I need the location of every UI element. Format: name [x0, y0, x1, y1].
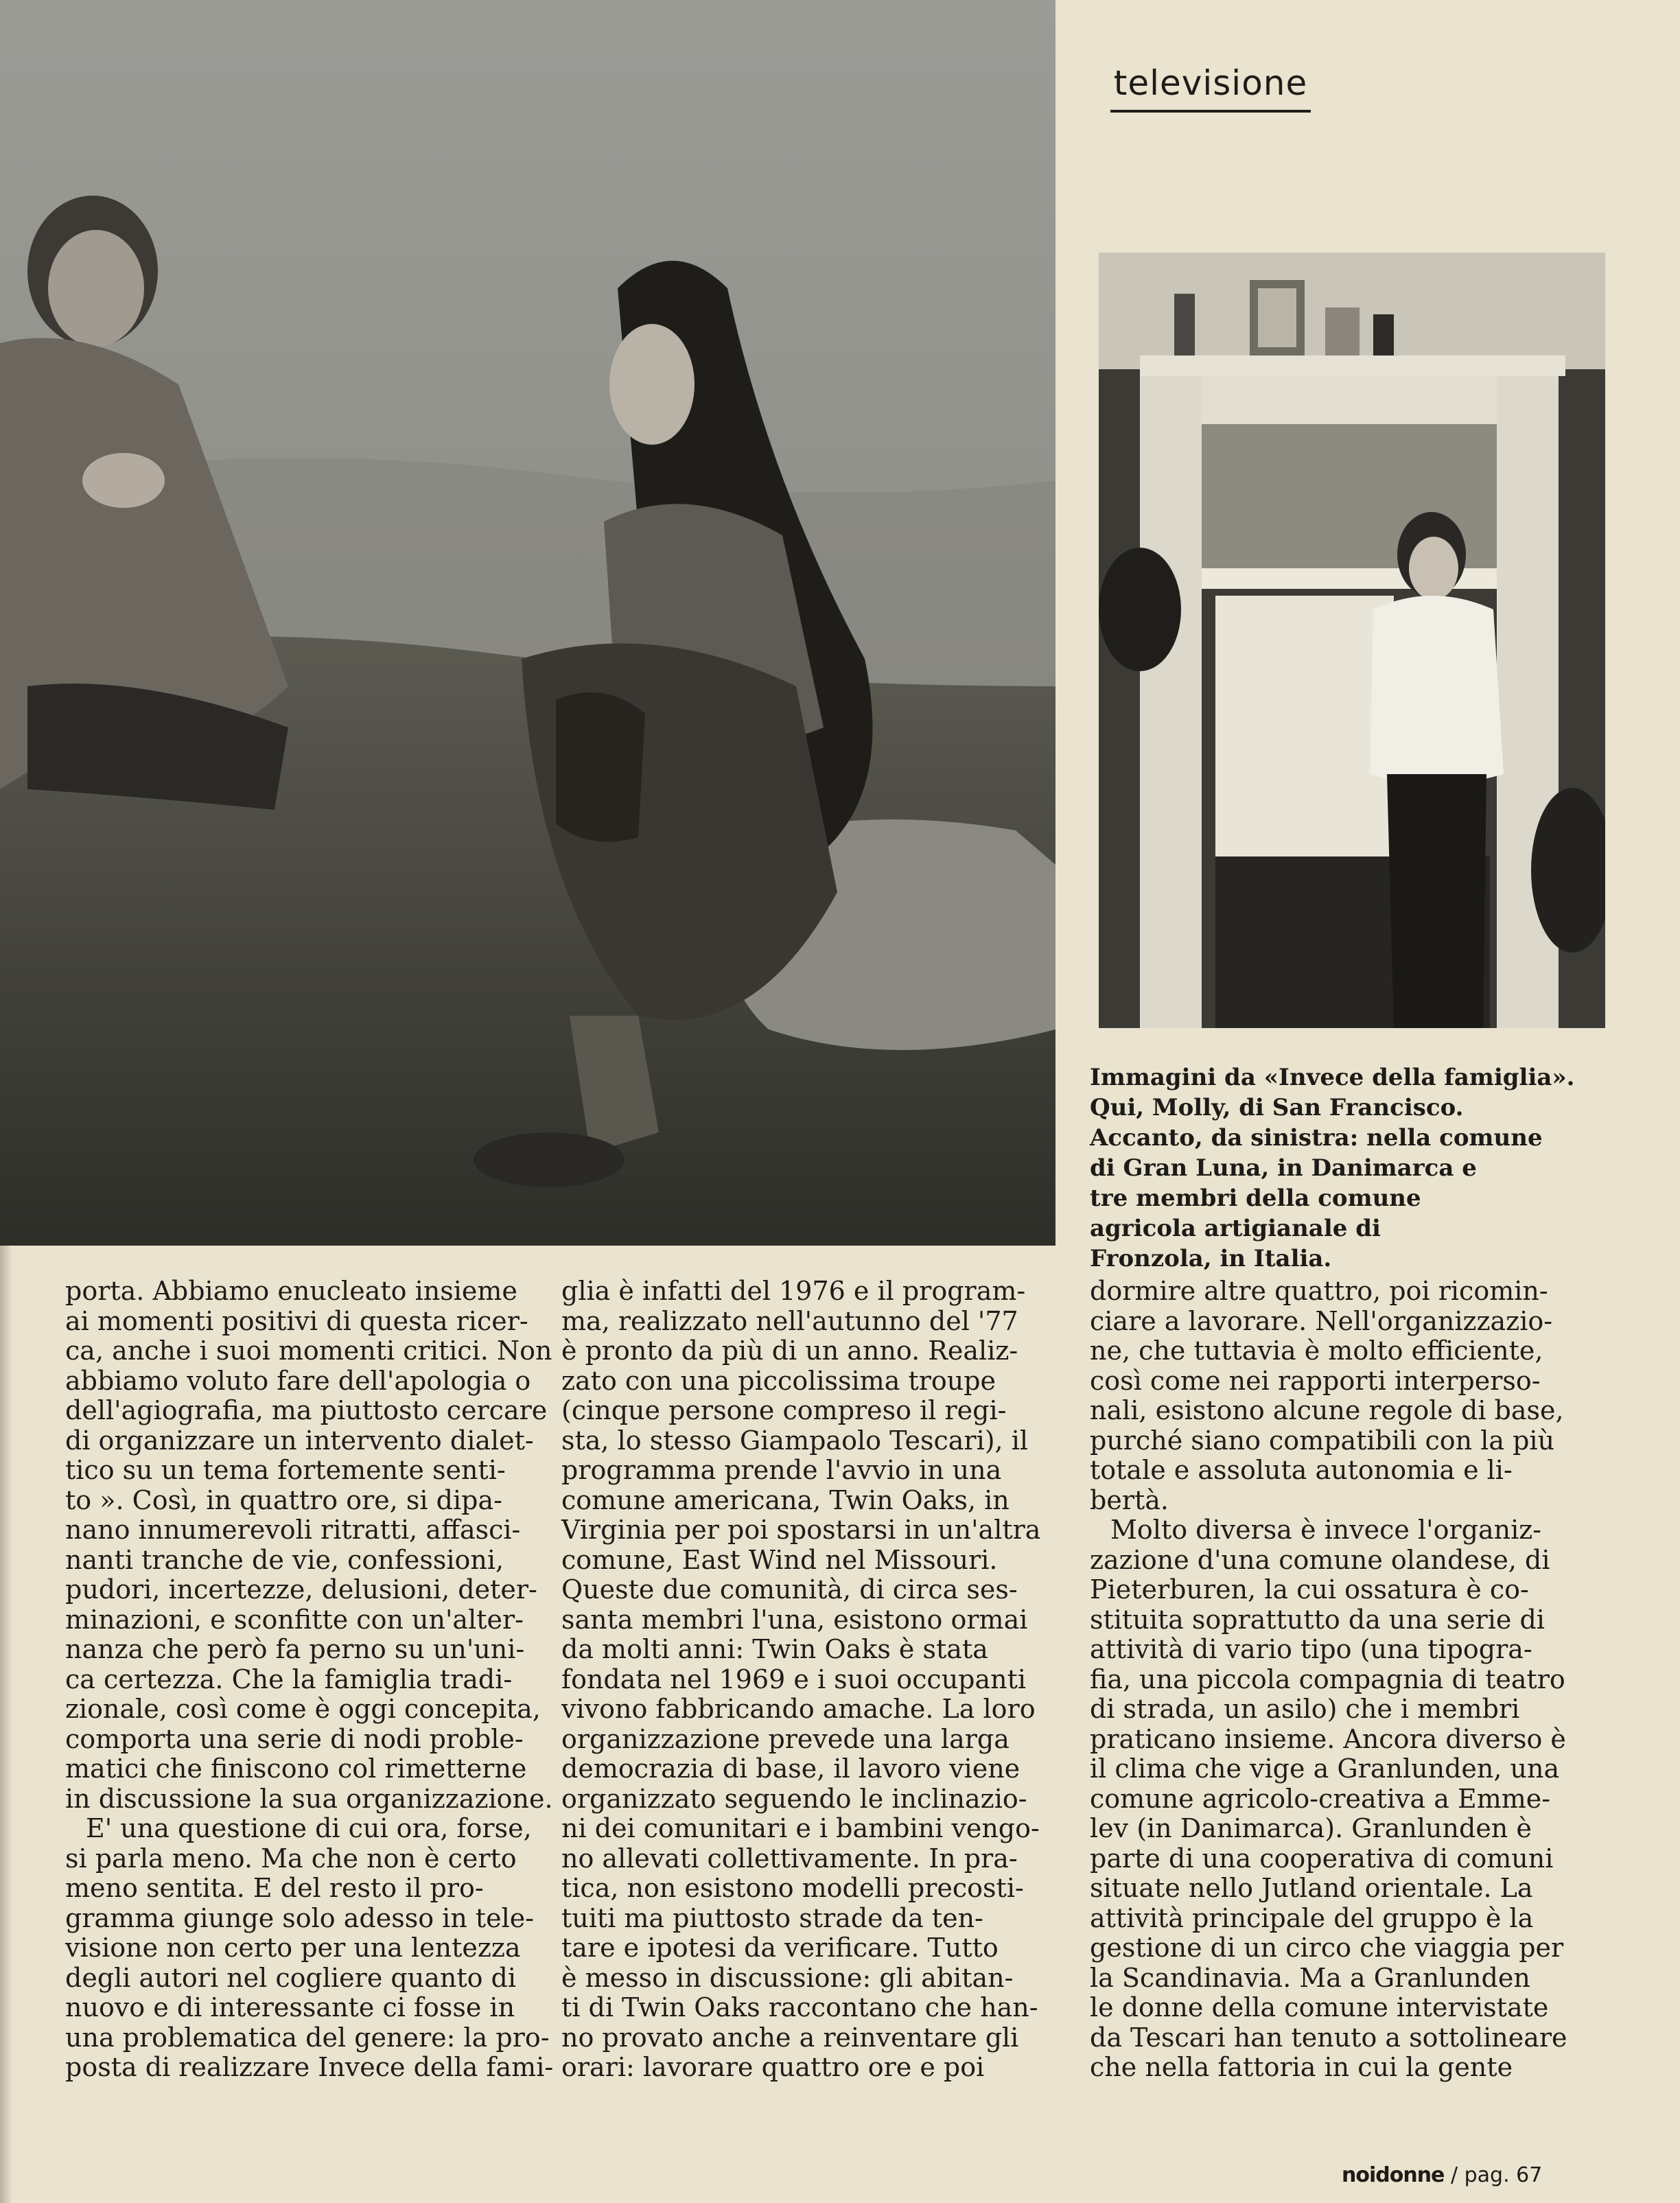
text-line: tica, non esistono modelli precosti- — [561, 1873, 1024, 1903]
text-line: nanza che però fa perno su un'uni- — [65, 1634, 525, 1664]
text-line: dormire altre quattro, poi ricomin- — [1090, 1276, 1548, 1306]
text-line: nali, esistono alcune regole di base, — [1090, 1395, 1564, 1425]
caption-line: Immagini da «Invece della famiglia». — [1090, 1064, 1575, 1091]
page-number: pag. 67 — [1464, 2163, 1543, 2187]
text-line: così come nei rapporti interperso- — [1090, 1365, 1541, 1396]
text-line: Queste due comunità, di circa ses- — [561, 1574, 1018, 1605]
article-column-3 — [1090, 1277, 1598, 2083]
text-line: la Scandinavia. Ma a Granlunden — [1090, 1962, 1530, 1993]
text-line: lev (in Danimarca). Granlunden è — [1090, 1813, 1532, 1843]
text-line: comporta una serie di nodi proble- — [65, 1723, 524, 1754]
text-line: situate nello Jutland orientale. La — [1090, 1873, 1533, 1903]
text-line: glia è infatti del 1976 e il program- — [561, 1276, 1026, 1306]
text-line: abbiamo voluto fare dell'apologia o — [65, 1365, 531, 1396]
text-line: nanti tranche de vie, confessioni, — [65, 1544, 504, 1575]
caption-line: di Gran Luna, in Danimarca e — [1090, 1154, 1477, 1182]
text-line: totale e assoluta autonomia e li- — [1090, 1455, 1513, 1485]
text-line: minazioni, e sconfitte con un'alter- — [65, 1604, 524, 1635]
caption-line: tre membri della comune — [1090, 1185, 1421, 1212]
text-line: comune americana, Twin Oaks, in — [561, 1484, 1010, 1515]
text-line: Pieterburen, la cui ossatura è co- — [1090, 1574, 1529, 1605]
text-line: nuovo e di interessante ci fosse in — [65, 1992, 515, 2023]
text-line: Virginia per poi spostarsi in un'altra — [561, 1515, 1041, 1545]
text-line: ciare a lavorare. Nell'organizzazio- — [1090, 1305, 1553, 1336]
text-line: tico su un tema fortemente senti- — [65, 1455, 506, 1485]
caption-line: Qui, Molly, di San Francisco. — [1090, 1094, 1464, 1121]
article-column-2 — [561, 1277, 1069, 2083]
text-line: matici che finiscono col rimetterne — [65, 1753, 527, 1784]
text-line: una problematica del genere: la pro- — [65, 2022, 550, 2053]
text-line: santa membri l'una, esistono ormai — [561, 1604, 1028, 1635]
text-line: le donne della comune intervistate — [1090, 1992, 1549, 2023]
text-line: bertà. — [1090, 1484, 1169, 1515]
text-line: (cinque persone compreso il regi- — [561, 1395, 1007, 1425]
text-line: stituita soprattutto da una serie di — [1090, 1604, 1545, 1635]
text-line: orari: lavorare quattro ore e poi — [561, 2052, 985, 2082]
text-line: pudori, incertezze, delusioni, deter- — [65, 1574, 537, 1605]
photo-caption — [1090, 1062, 1639, 1274]
text-line: da Tescari han tenuto a sottolineare — [1090, 2022, 1567, 2053]
text-line: tuiti ma piuttosto strade da ten- — [561, 1902, 983, 1933]
text-line: comune, East Wind nel Missouri. — [561, 1544, 998, 1575]
text-line: dell'agiografia, ma piuttosto cercare — [65, 1395, 548, 1425]
text-line: ma, realizzato nell'autunno del '77 — [561, 1305, 1018, 1336]
text-line: tare e ipotesi da verificare. Tutto — [561, 1933, 999, 1963]
text-line: che nella fattoria in cui la gente — [1090, 2052, 1513, 2082]
text-line: E' una questione di cui ora, forse, — [86, 1813, 532, 1843]
page-footer — [1342, 2163, 1542, 2187]
text-line: gestione di un circo che viaggia per — [1090, 1933, 1564, 1963]
text-line: ne, che tuttavia è molto efficiente, — [1090, 1336, 1543, 1366]
text-line: di strada, un asilo) che i membri — [1090, 1694, 1520, 1724]
text-line: ni dei comunitari e i bambini vengo- — [561, 1813, 1040, 1843]
text-line: posta di realizzare Invece della fami- — [65, 2052, 554, 2082]
text-line: parte di una cooperativa di comuni — [1090, 1843, 1554, 1874]
text-line: gramma giunge solo adesso in tele- — [65, 1902, 535, 1933]
text-line: ti di Twin Oaks raccontano che han- — [561, 1992, 1038, 2023]
text-line: nano innumerevoli ritratti, affasci- — [65, 1515, 521, 1545]
text-line: vivono fabbricando amache. La loro — [561, 1694, 1036, 1724]
text-line: sta, lo stesso Giampaolo Tescari), il — [561, 1425, 1029, 1456]
text-line: è pronto da più di un anno. Realiz- — [561, 1336, 1018, 1366]
main-photo — [0, 0, 1055, 1246]
text-line: il clima che vige a Granlunden, una — [1090, 1753, 1560, 1784]
text-line: purché siano compatibili con la più — [1090, 1425, 1555, 1456]
text-line: ca certezza. Che la famiglia tradi- — [65, 1664, 513, 1694]
text-line: visione non certo per una lentezza — [65, 1933, 521, 1963]
text-line: democrazia di base, il lavoro viene — [561, 1753, 1020, 1784]
caption-line: Accanto, da sinistra: nella comune — [1090, 1124, 1543, 1152]
main-photo-illustration — [0, 0, 1055, 1246]
text-line: zazione d'una comune olandese, di — [1090, 1544, 1550, 1575]
text-line: no provato anche a reinventare gli — [561, 2022, 1019, 2053]
text-line: organizzazione prevede una larga — [561, 1723, 1010, 1754]
text-line: zionale, così come è oggi concepita, — [65, 1694, 541, 1724]
text-line: attività di vario tipo (una tipogra- — [1090, 1634, 1532, 1664]
side-photo-illustration — [1099, 253, 1605, 1028]
text-line: programma prende l'avvio in una — [561, 1455, 1002, 1485]
magazine-name: noidonne — [1342, 2163, 1445, 2187]
text-line: fia, una piccola compagnia di teatro — [1090, 1664, 1565, 1694]
text-line: si parla meno. Ma che non è certo — [65, 1843, 517, 1874]
text-line: zato con una piccolissima troupe — [561, 1365, 996, 1396]
text-line: comune agricolo-creativa a Emme- — [1090, 1783, 1551, 1814]
text-line: ai momenti positivi di questa ricer- — [65, 1305, 528, 1336]
footer-separator: / — [1450, 2163, 1458, 2187]
text-line: ca, anche i suoi momenti critici. Non — [65, 1336, 552, 1366]
text-line: Molto diversa è invece l'organiz- — [1110, 1515, 1542, 1545]
text-line: da molti anni: Twin Oaks è stata — [561, 1634, 988, 1664]
caption-line: Fronzola, in Italia. — [1090, 1245, 1332, 1272]
article-column-1 — [65, 1277, 573, 2083]
text-line: degli autori nel cogliere quanto di — [65, 1962, 517, 1993]
text-line: porta. Abbiamo enucleato insieme — [65, 1276, 517, 1306]
section-label: televisione — [1113, 63, 1308, 103]
side-photo — [1099, 253, 1605, 1028]
text-line: praticano insieme. Ancora diverso è — [1090, 1723, 1566, 1754]
caption-line: agricola artigianale di — [1090, 1215, 1381, 1242]
section-rule — [1110, 110, 1311, 113]
text-line: fondata nel 1969 e i suoi occupanti — [561, 1664, 1027, 1694]
text-line: to ». Così, in quattro ore, si dipa- — [65, 1484, 502, 1515]
text-line: è messo in discussione: gli abitan- — [561, 1962, 1014, 1993]
text-line: no allevati collettivamente. In pra- — [561, 1843, 1018, 1874]
text-line: meno sentita. E del resto il pro- — [65, 1873, 484, 1903]
text-line: attività principale del gruppo è la — [1090, 1902, 1534, 1933]
text-line: in discussione la sua organizzazione. — [65, 1783, 553, 1814]
text-line: organizzato seguendo le inclinazio- — [561, 1783, 1027, 1814]
text-line: di organizzare un intervento dialet- — [65, 1425, 534, 1456]
